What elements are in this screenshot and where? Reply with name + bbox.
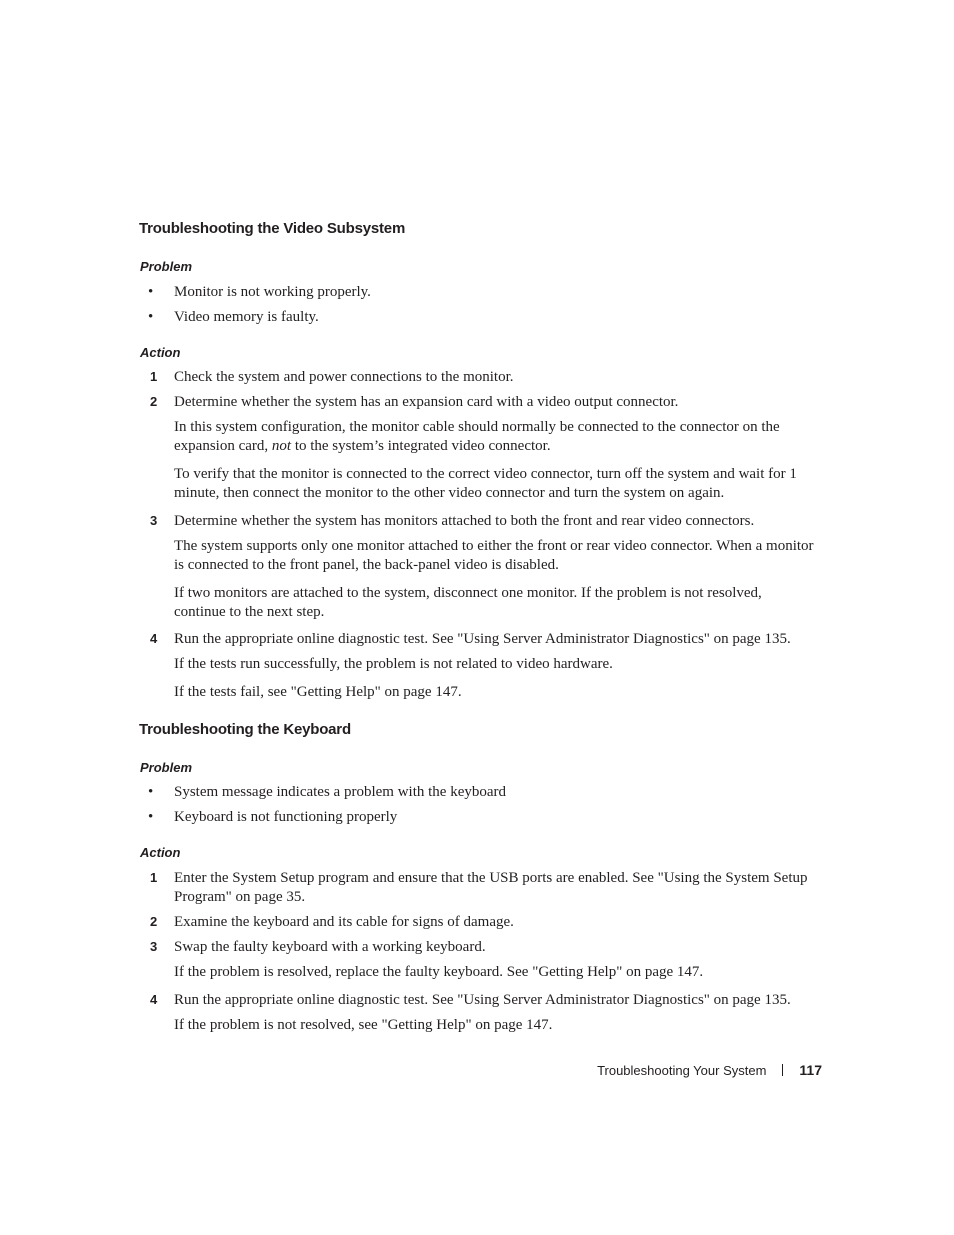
- keyboard-problem-label: Problem: [140, 760, 193, 775]
- step-number: 1: [150, 369, 158, 384]
- problem-text: System message indicates a problem with the keyboard: [174, 784, 506, 800]
- footer-divider: [782, 1064, 783, 1076]
- footer-section-title: Troubleshooting Your System: [597, 1063, 767, 1078]
- problem-text: Video memory is faulty.: [174, 309, 319, 325]
- note-text: to the system’s integrated video connector.: [291, 437, 551, 454]
- step-note: If the tests fail, see "Getting Help" on page 147.: [174, 684, 462, 700]
- step-note: If the problem is not resolved, see "Getting Help" on page 147.: [174, 1017, 553, 1033]
- step-number: 4: [150, 631, 158, 646]
- step-number: 2: [150, 394, 158, 409]
- keyboard-action-label: Action: [140, 845, 181, 860]
- step-text: Swap the faulty keyboard with a working keyboard.: [174, 939, 486, 955]
- step-note: To verify that the monitor is connected to the correct video connector, turn off the system and wait for 1 minute, then connect the monitor to the other video connector and turn the system on again.: [174, 466, 797, 501]
- video-action-label: Action: [140, 345, 181, 360]
- step-number: 1: [150, 870, 158, 885]
- page-number: 117: [799, 1062, 822, 1078]
- step-number: 3: [150, 513, 158, 528]
- step-note: [174, 418, 814, 455]
- step-number: 3: [150, 939, 158, 954]
- bullet-glyph: •: [148, 784, 154, 800]
- page-footer: [560, 1062, 822, 1078]
- bullet-glyph: •: [148, 809, 154, 825]
- note-text: In this system configuration, the monitor cable should normally be connected to the connector on the expansion card,: [174, 419, 780, 454]
- problem-text: Monitor is not working properly.: [174, 284, 371, 300]
- step-text: Determine whether the system has an expansion card with a video output connector.: [174, 394, 679, 410]
- video-problem-label: Problem: [140, 259, 193, 274]
- step-text: Examine the keyboard and its cable for signs of damage.: [174, 914, 514, 930]
- bullet-glyph: •: [148, 284, 154, 300]
- step-text: Check the system and power connections to the monitor.: [174, 369, 514, 385]
- step-note: The system supports only one monitor attached to either the front or rear video connector. When a monitor is connected to the front panel, the back-panel video is disabled.: [174, 538, 814, 573]
- step-number: 4: [150, 992, 158, 1007]
- step-number: 2: [150, 914, 158, 929]
- step-text: Run the appropriate online diagnostic test. See "Using Server Administrator Diagnostics" on page 135.: [174, 992, 791, 1008]
- problem-text: Keyboard is not functioning properly: [174, 809, 398, 825]
- step-note: If two monitors are attached to the system, disconnect one monitor. If the problem is not resolved, continue to the next step.: [174, 585, 762, 620]
- step-note: If the problem is resolved, replace the faulty keyboard. See "Getting Help" on page 147.: [174, 964, 704, 980]
- bullet-glyph: •: [148, 309, 154, 325]
- step-text: Enter the System Setup program and ensure that the USB ports are enabled. See "Using the System Setup Program" on page 35.: [174, 870, 808, 905]
- emphasis-text: not: [271, 437, 292, 454]
- step-text: Determine whether the system has monitors attached to both the front and rear video connectors.: [174, 513, 755, 529]
- step-text: Run the appropriate online diagnostic test. See "Using Server Administrator Diagnostics" on page 135.: [174, 631, 791, 647]
- keyboard-section-heading: Troubleshooting the Keyboard: [139, 721, 351, 738]
- video-section-heading: Troubleshooting the Video Subsystem: [139, 220, 406, 237]
- step-note: If the tests run successfully, the problem is not related to video hardware.: [174, 656, 613, 672]
